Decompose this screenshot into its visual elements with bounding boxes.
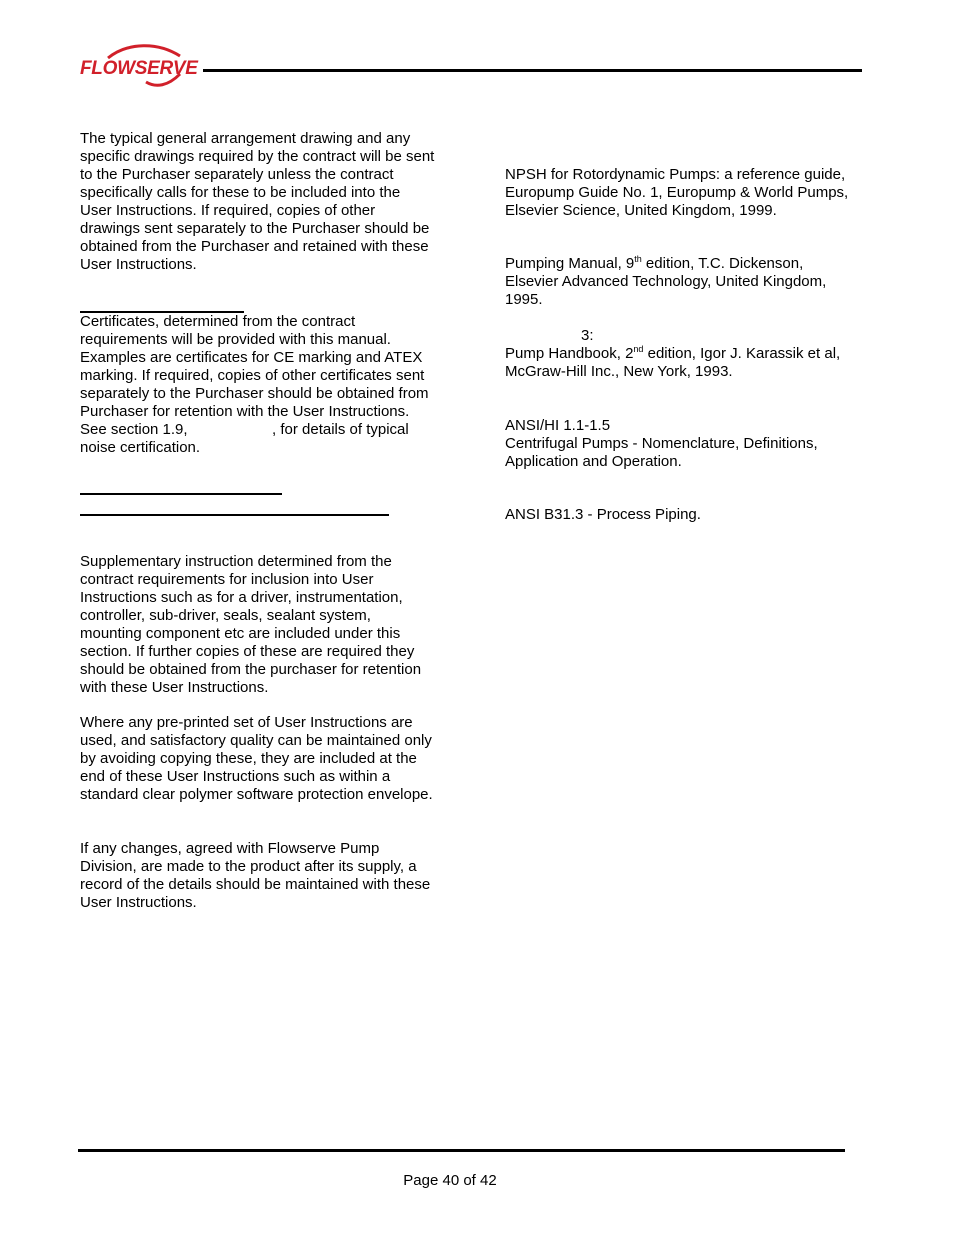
flowserve-logo: FLOWSERVE bbox=[80, 58, 198, 79]
changes-paragraph: If any changes, agreed with Flowserve Pump Division, are made to the product after its supply, a record of the details should be maintained with these User Instructions. bbox=[80, 840, 431, 911]
reference-4: ANSI/HI 1.1-1.5 Centrifugal Pumps - Nomenclature, Definitions, Application and Operation. bbox=[505, 417, 818, 470]
drawings-paragraph: The typical general arrangement drawing and any specific drawings required by the contract will be sent to the Purchaser separately unless the contract specifically calls for these to be included into the User Instructions. If required, copies of other drawings sent separately to the Purchaser should be obtained from the Purchaser and retained with these User Instructions. bbox=[80, 130, 435, 273]
reference-3: 3: Pump Handbook, 2nd edition, Igor J. Karassik et al, McGraw-Hill Inc., New York, 1993. bbox=[505, 327, 841, 380]
reference-2: Pumping Manual, 9th edition, T.C. Dickenson, Elsevier Advanced Technology, United Kingdom, 1995. bbox=[505, 254, 827, 308]
supplementary-paragraph: Supplementary instruction determined from the contract requirements for inclusion into User Instructions such as for a driver, instrumentation, controller, sub-driver, seals, sealant system, mounting component etc are included under this section. If further copies of these are required they should be obtained from the purchaser for retention with these User Instructions. bbox=[80, 553, 422, 696]
supplementary-heading-rule bbox=[80, 493, 282, 495]
certificates-paragraph: Certificates, determined from the contract requirements will be provided with this manual. Examples are certificates for CE marking and ATEX marking. If required, copies of other certificates sent separately to the Purchaser should be obtained from Purchaser for retention with the User Instructions. See section 1.9, , for details of typical noise certification. bbox=[80, 313, 429, 456]
reference-5: ANSI B31.3 - Process Piping. bbox=[505, 506, 701, 523]
page-number: Page 40 of 42 bbox=[403, 1172, 497, 1189]
reference-1: NPSH for Rotordynamic Pumps: a reference guide, Europump Guide No. 1, Europump & World Pumps, Elsevier Science, United Kingdom, 1999. bbox=[505, 166, 849, 219]
footer-rule bbox=[78, 1149, 845, 1152]
header-rule bbox=[203, 69, 862, 72]
preprinted-paragraph: Where any pre-printed set of User Instructions are used, and satisfactory quality can be maintained only by avoiding copying these, they are included at the end of these User Instructions such as within a standard clear polymer software protection envelope. bbox=[80, 714, 433, 803]
supplementary-subheading-rule bbox=[80, 514, 389, 516]
